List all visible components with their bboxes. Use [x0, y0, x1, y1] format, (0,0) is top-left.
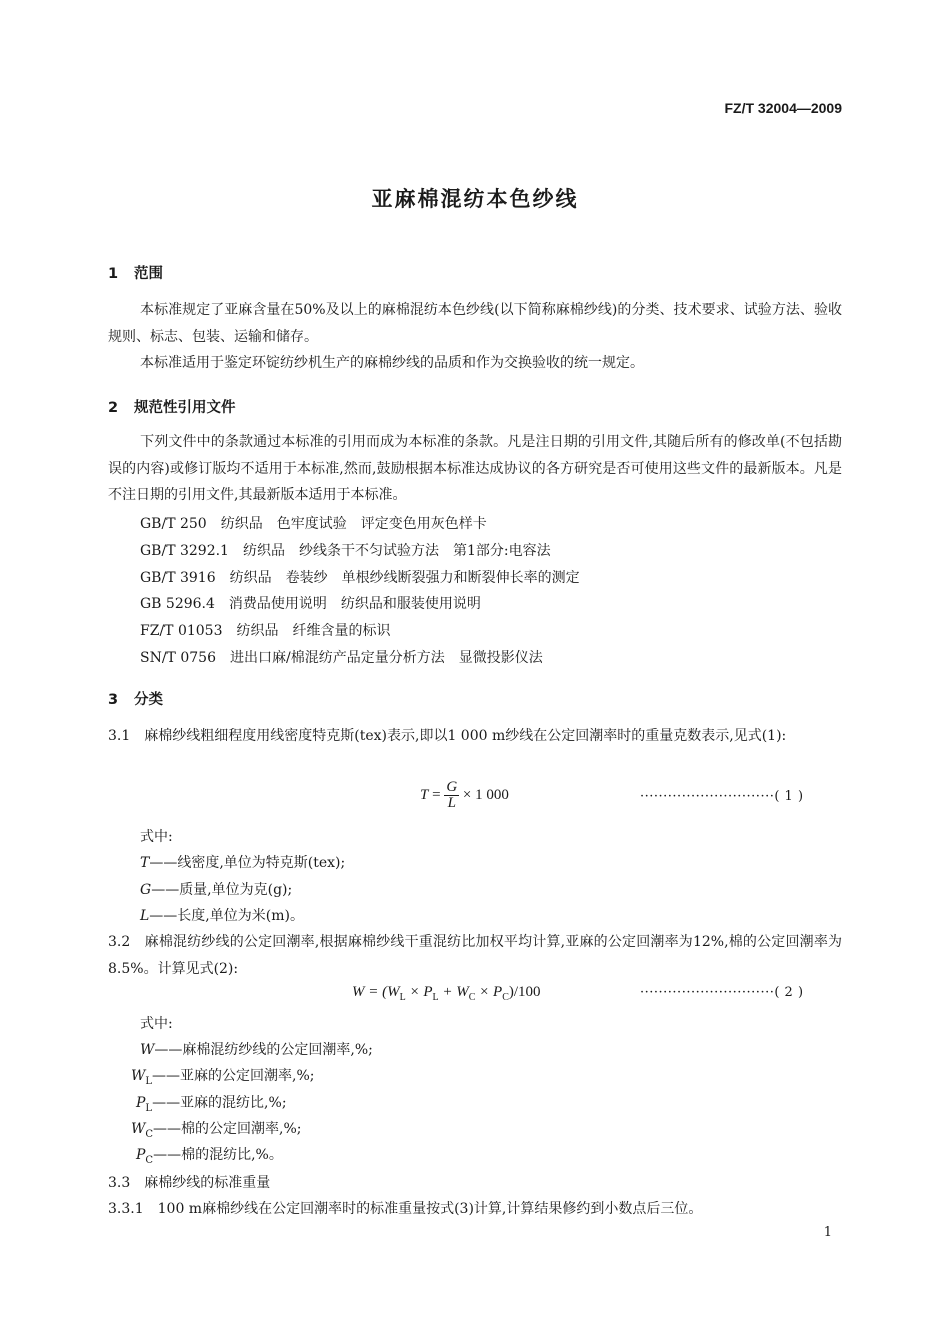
normative-reference: FZ/T 01053 纺织品 纤维含量的标识	[140, 623, 391, 639]
legend-item	[140, 879, 292, 899]
normative-reference: SN/T 0756 进出口麻/棉混纺产品定量分析方法 显微投影仪法	[140, 650, 543, 666]
fraction-denominator: L	[447, 795, 456, 811]
formula-fraction	[444, 780, 459, 811]
formula-term: × P	[475, 984, 503, 1000]
equation-number-2	[640, 985, 804, 1000]
section-title: 范围	[134, 266, 163, 282]
clause-text: 麻棉纱线粗细程度用线密度特克斯(tex)表示,即以1 000 m纱线在公定回潮率时的重量克数表示,见式(1):	[144, 728, 787, 744]
section-2-paragraph-1	[108, 429, 842, 509]
legend-description: ——长度,单位为米(m)。	[149, 908, 304, 924]
formula-subscript: L	[399, 992, 406, 1003]
legend-description: ——棉的混纺比,%。	[153, 1147, 283, 1163]
normative-reference: GB 5296.4 消费品使用说明 纺织品和服装使用说明	[140, 596, 481, 612]
formula-term: + W	[438, 984, 469, 1000]
legend-subscript: C	[145, 1128, 154, 1140]
legend-symbol: P	[136, 1095, 146, 1111]
clause-text: 麻棉混纺纱线的公定回潮率,根据麻棉纱线干重混纺比加权平均计算,亚麻的公定回潮率为12%,棉的公定回潮率为8.5%。计算见式(2):	[108, 934, 843, 977]
paragraph-text: 下列文件中的条款通过本标准的引用而成为本标准的条款。凡是注日期的引用文件,其随后所有的修改单(不包括勘误的内容)或修订版均不适用于本标准,然而,鼓励根据本标准达成协议的各方研究是否可使用这些文件的最新版本。凡是不注日期的引用文件,其最新版本适用于本标准。	[108, 434, 842, 503]
formula-subscript: L	[432, 992, 439, 1003]
fraction-numerator: G	[446, 779, 458, 795]
legend-description: ——亚麻的混纺比,%;	[152, 1095, 287, 1111]
legend-symbol: W	[131, 1068, 146, 1084]
legend-symbol: G	[140, 882, 152, 898]
section-title: 分类	[134, 692, 163, 708]
normative-reference: GB/T 3292.1 纺织品 纱线条干不匀试验方法 第1部分:电容法	[140, 543, 551, 559]
legend-description: ——线密度,单位为特克斯(tex);	[149, 855, 346, 871]
clause-3-3	[108, 1172, 270, 1192]
where-label: 式中:	[140, 829, 173, 845]
where-label: 式中:	[140, 1016, 173, 1032]
legend-item	[140, 1039, 373, 1061]
legend-symbol: P	[136, 1147, 146, 1163]
legend-description: ——亚麻的公定回潮率,%;	[152, 1068, 315, 1084]
equation-number-1	[640, 789, 804, 804]
clause-number: 3.2	[108, 934, 131, 950]
legend-symbol: W	[140, 1042, 155, 1058]
clause-text: 麻棉纱线的标准重量	[144, 1175, 271, 1191]
equation-label: ( 2 )	[774, 985, 804, 1000]
section-number: 3	[108, 692, 119, 708]
formula-term: × P	[405, 984, 433, 1000]
normative-reference: GB/T 250 纺织品 色牢度试验 评定变色用灰色样卡	[140, 516, 487, 532]
section-1-paragraph-1	[108, 297, 842, 350]
section-3-heading	[108, 688, 163, 709]
clause-3-3-1	[108, 1198, 702, 1218]
legend-subscript: C	[145, 1154, 154, 1166]
clause-number: 3.3.1	[108, 1201, 144, 1217]
clause-3-2	[108, 929, 842, 982]
legend-item	[136, 1144, 283, 1166]
legend-item	[140, 852, 345, 872]
normative-reference: GB/T 3916 纺织品 卷装纱 单根纱线断裂强力和断裂伸长率的测定	[140, 570, 580, 586]
section-1-heading	[108, 262, 163, 283]
formula-term: )/100	[508, 984, 541, 1000]
equation-label: ( 1 )	[774, 789, 804, 804]
section-number: 2	[108, 400, 119, 416]
leader-dots: ·····························	[640, 789, 775, 804]
formula-1	[420, 780, 509, 811]
page-number: 1	[823, 1225, 832, 1240]
formula-symbol: T	[420, 786, 429, 803]
legend-item	[136, 1092, 287, 1114]
section-title: 规范性引用文件	[134, 400, 236, 416]
formula-2	[352, 984, 541, 1003]
legend-item	[140, 905, 304, 925]
legend-description: ——麻棉混纺纱线的公定回潮率,%;	[154, 1042, 373, 1058]
clause-number: 3.3	[108, 1175, 131, 1191]
formula-subscript: C	[502, 992, 509, 1003]
formula-term: × 1 000	[462, 786, 509, 803]
legend-symbol: L	[140, 908, 150, 924]
paragraph-text: 本标准规定了亚麻含量在50%及以上的麻棉混纺本色纱线(以下简称麻棉纱线)的分类、技术要求、试验方法、验收规则、标志、包装、运输和储存。	[108, 302, 842, 345]
legend-subscript: L	[145, 1102, 153, 1114]
section-2-heading	[108, 396, 236, 417]
legend-description: ——棉的公定回潮率,%;	[153, 1121, 302, 1137]
standard-number: FZ/T 32004—2009	[724, 100, 842, 116]
section-number: 1	[108, 266, 119, 282]
legend-symbol: W	[131, 1121, 146, 1137]
clause-number: 3.1	[108, 728, 131, 744]
legend-description: ——质量,单位为克(g);	[151, 882, 293, 898]
clause-3-1	[108, 723, 842, 750]
paragraph-text: 本标准适用于鉴定环锭纺纱机生产的麻棉纱线的品质和作为交换验收的统一规定。	[140, 355, 644, 371]
clause-text: 100 m麻棉纱线在公定回潮率时的标准重量按式(3)计算,计算结果修约到小数点后三位。	[157, 1201, 703, 1217]
legend-item	[131, 1118, 302, 1140]
leader-dots: ·····························	[640, 985, 775, 1000]
legend-symbol: T	[140, 855, 150, 871]
legend-subscript: L	[145, 1075, 153, 1087]
formula-subscript: C	[468, 992, 476, 1003]
formula-operator: =	[432, 786, 441, 803]
document-title: 亚麻棉混纺本色纱线	[371, 187, 579, 211]
section-1-paragraph-2	[108, 350, 842, 377]
formula-term: W = (W	[352, 984, 400, 1000]
legend-item	[131, 1065, 315, 1087]
